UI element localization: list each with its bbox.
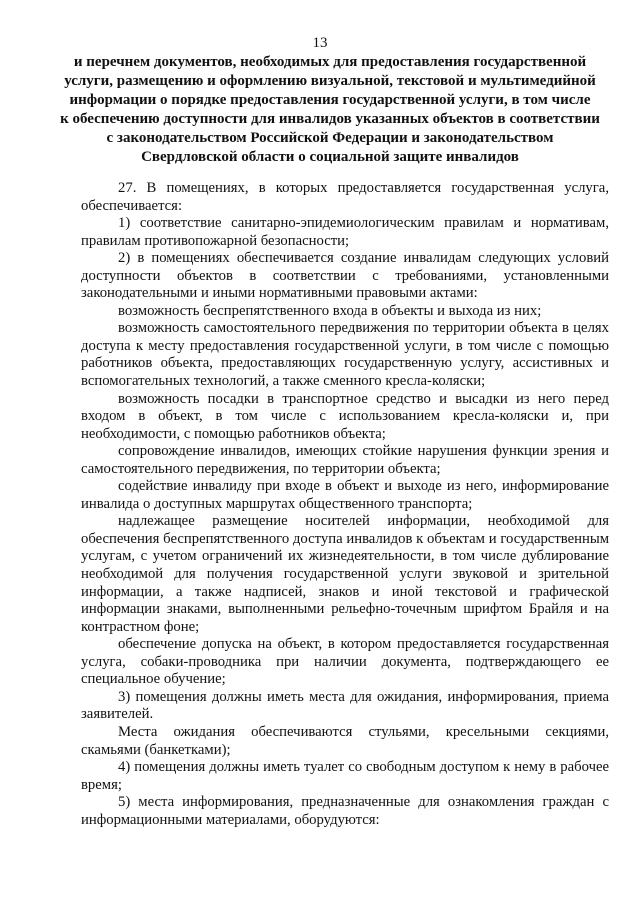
body-text <box>81 180 609 829</box>
heading-line: к обеспечению доступности для инвалидов указанных объектов в соответствии <box>60 110 600 127</box>
paragraph: содействие инвалиду при входе в объект и выходе из него, информирование инвалида о доступных маршрутах общественного транспорта; <box>81 478 609 512</box>
paragraph: 27. В помещениях, в которых предоставляется государственная услуга, обеспечивается: <box>81 180 609 214</box>
page-number: 13 <box>312 35 328 51</box>
paragraph: 4) помещения должны иметь туалет со свободным доступом к нему в рабочее время; <box>81 759 609 793</box>
paragraph: обеспечение допуска на объект, в котором предоставляется государственная услуга, собаки-проводника при наличии документа, подтверждающего ее специальное обучение; <box>81 636 609 688</box>
paragraph: 1) соответствие санитарно-эпидемиологическим правилам и нормативам, правилам противопожарной безопасности; <box>81 215 609 249</box>
paragraph: Места ожидания обеспечиваются стульями, кресельными секциями, скамьями (банкетками); <box>81 723 609 758</box>
paragraph: возможность самостоятельного передвижения по территории объекта в целях доступа к месту предоставления государственной услуги, в том числе с помощью работников объекта, предоставляющих государственную услугу, ассистивных и вспомогательных технологий, а также сменного кресла-коляски; <box>81 320 609 390</box>
heading-line: с законодательством Российской Федерации и законодательством <box>106 129 554 146</box>
heading-line: услуги, размещению и оформлению визуальной, текстовой и мультимедийной <box>64 72 596 89</box>
paragraph: надлежащее размещение носителей информации, необходимой для обеспечения беспрепятственного доступа инвалидов к объектам и государственным услугам, с учетом ограничений их жизнедеятельности, в том числе дублирование необходимой для получения государственной услуги звуковой и зрительной информации, а также надписей, знаков и иной текстовой и графической информации знаками, выполненными рельефно-точечным шрифтом Брайля и на контрастном фоне; <box>81 513 609 635</box>
paragraph: возможность беспрепятственного входа в объекты и выхода из них; <box>118 302 542 319</box>
paragraph: 5) места информирования, предназначенные для ознакомления граждан с информационными материалами, оборудуются: <box>81 794 609 828</box>
paragraph: сопровождение инвалидов, имеющих стойкие нарушения функции зрения и самостоятельного передвижения, по территории объекта; <box>81 443 609 477</box>
section-heading <box>60 53 600 166</box>
heading-line: информации о порядке предоставления государственной услуги, в том числе <box>69 91 591 108</box>
heading-line: Свердловской области о социальной защите инвалидов <box>141 148 519 165</box>
paragraph: 2) в помещениях обеспечивается создание инвалидам следующих условий доступности объектов в соответствии с требованиями, установленными законодательными и иными нормативными правовыми актами: <box>81 250 609 302</box>
paragraph: возможность посадки в транспортное средство и высадки из него перед входом в объект, в том числе с использованием кресла-коляски и, при необходимости, с помощью работников объекта; <box>81 390 609 442</box>
heading-line: и перечнем документов, необходимых для предоставления государственной <box>73 54 587 70</box>
paragraph: 3) помещения должны иметь места для ожидания, информирования, приема заявителей. <box>81 688 609 723</box>
